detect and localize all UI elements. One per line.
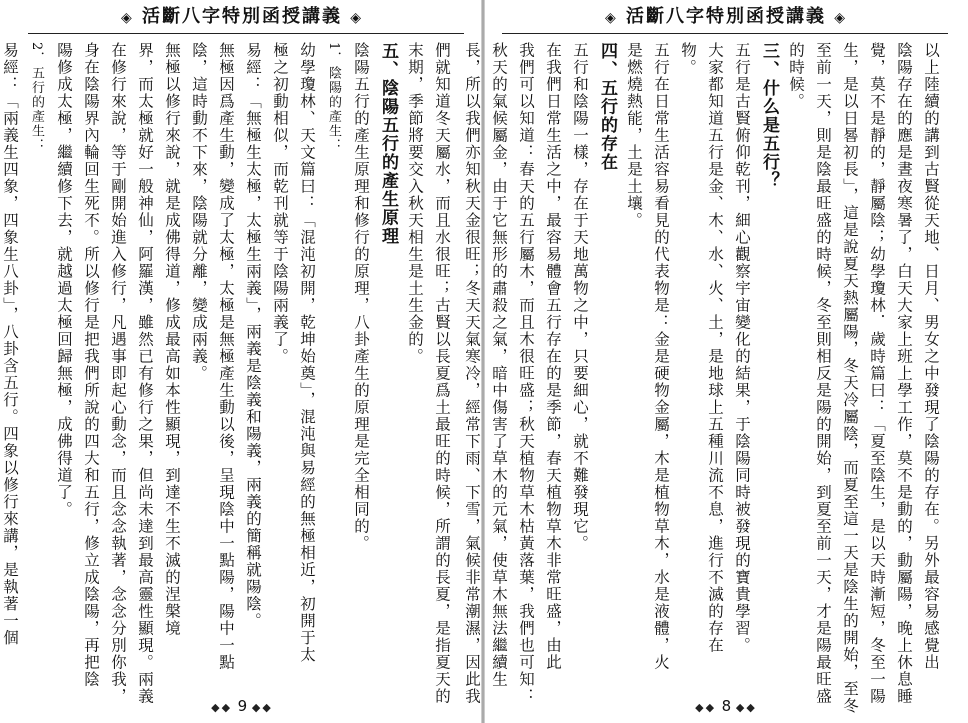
page-number-ornament-icon: ◆◆ bbox=[211, 701, 238, 714]
text-column: 在修行來說，等于剛開始進入修行，凡遇事即起心動念，而且念念執著，念念分別你我， bbox=[109, 42, 127, 705]
right-page-body bbox=[463, 42, 944, 715]
text-column: 是燃燒熱能，土是土壤。 bbox=[625, 42, 643, 229]
text-column: 們就知道冬天屬水，而且水很旺；古賢以長夏爲土最旺的時候，所謂的長夏，是指夏天的 bbox=[433, 42, 451, 705]
text-column: 身在陰陽界內輪回生死不。所以修行是把我們所說的四大和五行，修立成陰陽，再把陰 bbox=[82, 42, 100, 688]
text-column: 陰陽五行的產生原理和修行的原理，八卦產生的原理是完全相同的。 bbox=[352, 42, 370, 552]
section-heading: 三、什么是五行？ bbox=[759, 42, 779, 190]
text-column: 覺，莫不是靜的，靜屬陰；幼學瓊林．歲時篇曰：「夏至陰生，是以天時漸短，冬至一陽 bbox=[868, 42, 886, 705]
text-column: 易經：「無極生太極，太極生兩義」，兩義是陰義和陽義，兩義的簡稱就陽陰。 bbox=[244, 42, 262, 630]
ornament-icon: ◈ bbox=[120, 10, 134, 26]
page-header bbox=[0, 4, 484, 30]
page-number bbox=[484, 697, 968, 715]
text-column: 無極因爲產生動，變成了太極，太極是無極產生動以後，呈現陰中一點陽，陽中一點 bbox=[217, 42, 235, 671]
page-number-ornament-icon: ◆◆ bbox=[251, 701, 273, 714]
page-number bbox=[0, 697, 484, 715]
text-column: 極之初動相似，而乾刊就等于陰陽兩義了。 bbox=[271, 42, 289, 365]
text-column: 無極以修行來說，就是成佛得道，修成最高如本性顯現，到達不生不滅的涅槃境 bbox=[163, 42, 181, 637]
section-heading: 四、五行的存在 bbox=[597, 42, 617, 172]
header-rule bbox=[502, 33, 948, 34]
page-number-ornament-icon: ◆◆ bbox=[735, 701, 757, 714]
text-column: 長，所以我們亦知秋天金很旺；冬天天氣寒冷，經常下雨、下雪，氣候非常潮濕，因此我 bbox=[463, 42, 481, 705]
section-heading: 五、陰陽五行的產生原理 bbox=[378, 42, 398, 246]
text-column: 生，是以日晷初長」，這是說夏天熱屬陽，冬天冷屬陰，而夏至這一天是陰生的開始，至冬 bbox=[841, 42, 859, 715]
text-column: 在我們日常生活之中，最容易體會五行存在的是季節，春天植物草木非常旺盛，由此 bbox=[544, 42, 562, 671]
subsection-heading: 2．五行的產生： bbox=[29, 42, 44, 154]
text-column: 陰，這時動不下來，陰陽就分離，變成兩義。 bbox=[190, 42, 208, 382]
page-header bbox=[484, 4, 968, 30]
text-column: 物。 bbox=[679, 42, 697, 76]
text-column: 五行和陰陽一樣，存在于天地萬物之中，只要細心，就不難發現它。 bbox=[571, 42, 589, 552]
ornament-icon: ◈ bbox=[350, 10, 364, 26]
header-rule bbox=[28, 33, 464, 34]
text-column: 陰陽存在的應是晝夜寒暑了，白天大家上班上學工作，莫不是動的，動屬陽，晚上休息睡 bbox=[895, 42, 913, 705]
right-page bbox=[463, 0, 968, 723]
left-page-body bbox=[1, 42, 455, 705]
page-number-text: 8 bbox=[721, 697, 732, 715]
text-column: 我們可以知道：春天的五行屬木，而且木很旺盛；秋天植物草木枯黃落葉，我們也可知： bbox=[517, 42, 535, 705]
text-column: 秋天的氣候屬金，由于它無形的肅殺之氣，暗中傷害了草木的元氣，使草木無法繼續生 bbox=[490, 42, 508, 688]
text-column: 大家都知道五行是金、木、水、火、土，是地球上五種川流不息，進行不滅的存在 bbox=[706, 42, 724, 654]
ornament-icon: ◈ bbox=[834, 10, 848, 26]
page-number-text: 9 bbox=[237, 697, 248, 715]
text-column: 以上陸續的講到古賢從天地、日月、男女之中發現了陰陽的存在。另外最容易感覺出 bbox=[922, 42, 940, 671]
subsection-heading: 1．陰陽的產生： bbox=[326, 42, 341, 154]
text-column: 五行在日常生活容易看見的代表物是：金是硬物金屬，木是植物草木，水是液體，火 bbox=[652, 42, 670, 671]
text-column: 幼學瓊林、天文篇曰：「混沌初開，乾坤始奠」，混沌與易經的無極相近，初開于太 bbox=[298, 42, 316, 664]
text-column: 易經：「兩義生四象，四象生八卦」，八卦含五行。四象以修行來講，是執著一個 bbox=[1, 42, 19, 647]
page-number-ornament-icon: ◆◆ bbox=[695, 701, 722, 714]
text-column: 五行是古賢俯仰乾刊，細心觀察宇宙變化的結果，于陰陽同時被發現的寶貴學習。 bbox=[733, 42, 751, 654]
text-column: 的時候。 bbox=[787, 42, 805, 110]
text-column: 至前一天，則是陰最旺盛的時候，冬至則相反是陽的開始，到夏至前一天，才是陽最旺盛 bbox=[814, 42, 832, 705]
text-column: 陽修成太極，繼續修下去，就越過太極回歸無極，成佛得道了。 bbox=[55, 42, 73, 518]
header-title: 活斷八字特別函授講義 bbox=[142, 6, 342, 27]
text-column: 界，而太極就好一般神仙，阿羅漢，雖然已有修行之果，但尚未達到最高靈性顯現。兩義 bbox=[136, 42, 154, 705]
text-column: 末期，季節將要交入秋天相生是土生金的。 bbox=[406, 42, 424, 365]
header-title: 活斷八字特別函授講義 bbox=[626, 6, 826, 27]
ornament-icon: ◈ bbox=[604, 10, 618, 26]
